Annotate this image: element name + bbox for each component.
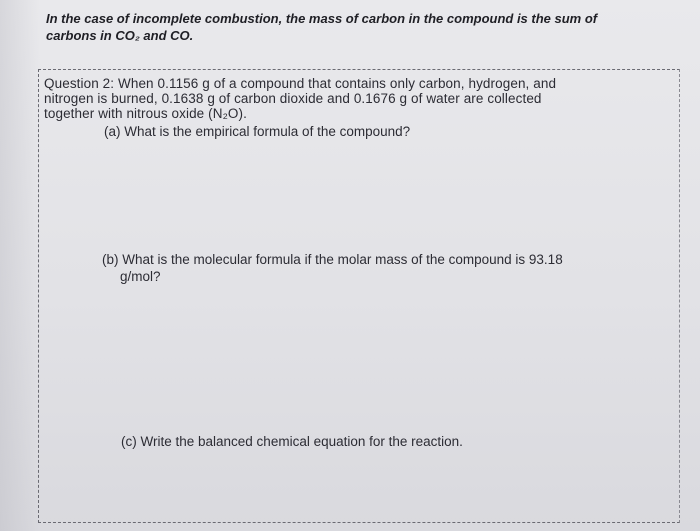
part-a-prompt: (a) What is the empirical formula of the compound? [104,124,411,139]
part-b-line-2: g/mol? [120,269,161,284]
part-c-prompt: (c) Write the balanced chemical equation for the reaction. [121,434,463,449]
question-line-2: nitrogen is burned, 0.1638 g of carbon dioxide and 0.1676 g of water are collected [44,91,542,106]
question-line-1: Question 2: When 0.1156 g of a compound that contains only carbon, hydrogen, and [44,76,557,91]
question-line-3: together with nitrous oxide (N₂O). [44,106,247,121]
note-line-2: carbons in CO₂ and CO. [46,28,194,43]
question-text [44,76,644,121]
part-b-prompt [102,251,563,285]
page-shadow [0,0,40,531]
part-b-line-1: (b) What is the molecular formula if the molar mass of the compound is 93.18 [102,252,563,267]
note-line-1: In the case of incomplete combustion, the mass of carbon in the compound is the sum of [46,11,598,26]
combustion-note [46,10,666,44]
